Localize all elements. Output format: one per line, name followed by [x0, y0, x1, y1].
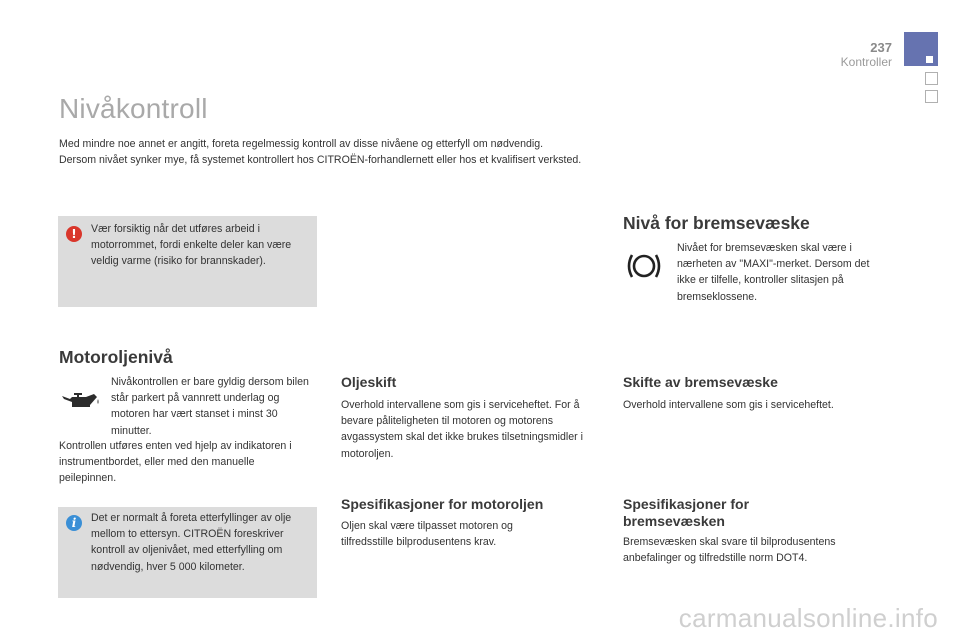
section-heading: Oljeskift	[341, 374, 397, 390]
info-text: Det er normalt å foreta etterfyllinger av olje mellom to ettersyn. CITROËN foreskriver kontroll av oljenivået, med etterfylling om nødvendig, hver 5 000 kilometer.	[91, 512, 292, 573]
brake-warning-icon	[625, 250, 663, 282]
section-name: Kontroller	[840, 55, 892, 69]
oil-spec-text: Oljen skal være tilpasset motoren og tilfredsstille bilprodusentens krav.	[341, 520, 513, 549]
warning-box	[58, 216, 317, 307]
oil-can-icon	[60, 389, 102, 413]
section-heading: Motoroljenivå	[59, 347, 173, 367]
tab-marker-icon	[926, 56, 933, 63]
oil-level-text-continued: Kontrollen utføres enten ved hjelp av indikatoren i instrumentbordet, eller med den manuelle peilepinnen.	[59, 440, 292, 485]
page-title: Nivåkontroll	[59, 93, 208, 124]
intro-line: Med mindre noe annet er angitt, foreta regelmessig kontroll av disse nivåene og etterfyll om nødvendig.	[59, 138, 544, 150]
oil-level-text: Nivåkontrollen er bare gyldig dersom bilen står parkert på vannrett underlag og motoren har vært stanset i minst 30 minutter.	[111, 376, 309, 437]
brake-spec-text: Bremsevæsken skal svare til bilprodusentens anbefalinger og tilfredstille norm DOT4.	[623, 536, 836, 565]
brake-change-text: Overhold intervallene som gis i serviceheftet.	[623, 399, 834, 411]
info-box	[58, 507, 317, 598]
section-tab[interactable]	[925, 72, 938, 85]
watermark: carmanualsonline.info	[678, 603, 938, 633]
warning-icon: !	[66, 226, 82, 242]
section-heading: Spesifikasjoner for motoroljen	[341, 496, 544, 512]
section-heading: Skifte av bremsevæske	[623, 374, 778, 390]
section-heading: Nivå for bremsevæske	[623, 213, 810, 233]
warning-text: Vær forsiktig når det utføres arbeid i motorrommet, fordi enkelte deler kan være veldig varme (risiko for brannskader).	[91, 223, 292, 268]
intro-line: Dersom nivået synker mye, få systemet kontrollert hos CITROËN-forhandlernett eller hos et kvalifisert verksted.	[59, 154, 582, 166]
oil-change-text: Overhold intervallene som gis i serviceheftet. For å bevare påliteligheten til motoren og motorens avgassystem skal det ikke brukes tilsetningsmidler i motoroljen.	[341, 399, 583, 460]
brake-level-text: Nivået for bremsevæsken skal være i nærheten av "MAXI"-merket. Dersom det ikke er tilfelle, kontroller slitasjen på bremseklossene.	[677, 242, 870, 303]
page-number: 237	[870, 40, 892, 55]
section-heading: Spesifikasjoner for bremsevæsken	[623, 496, 750, 529]
intro-paragraph	[59, 136, 899, 168]
info-icon: i	[66, 515, 82, 531]
section-tab[interactable]	[925, 90, 938, 103]
